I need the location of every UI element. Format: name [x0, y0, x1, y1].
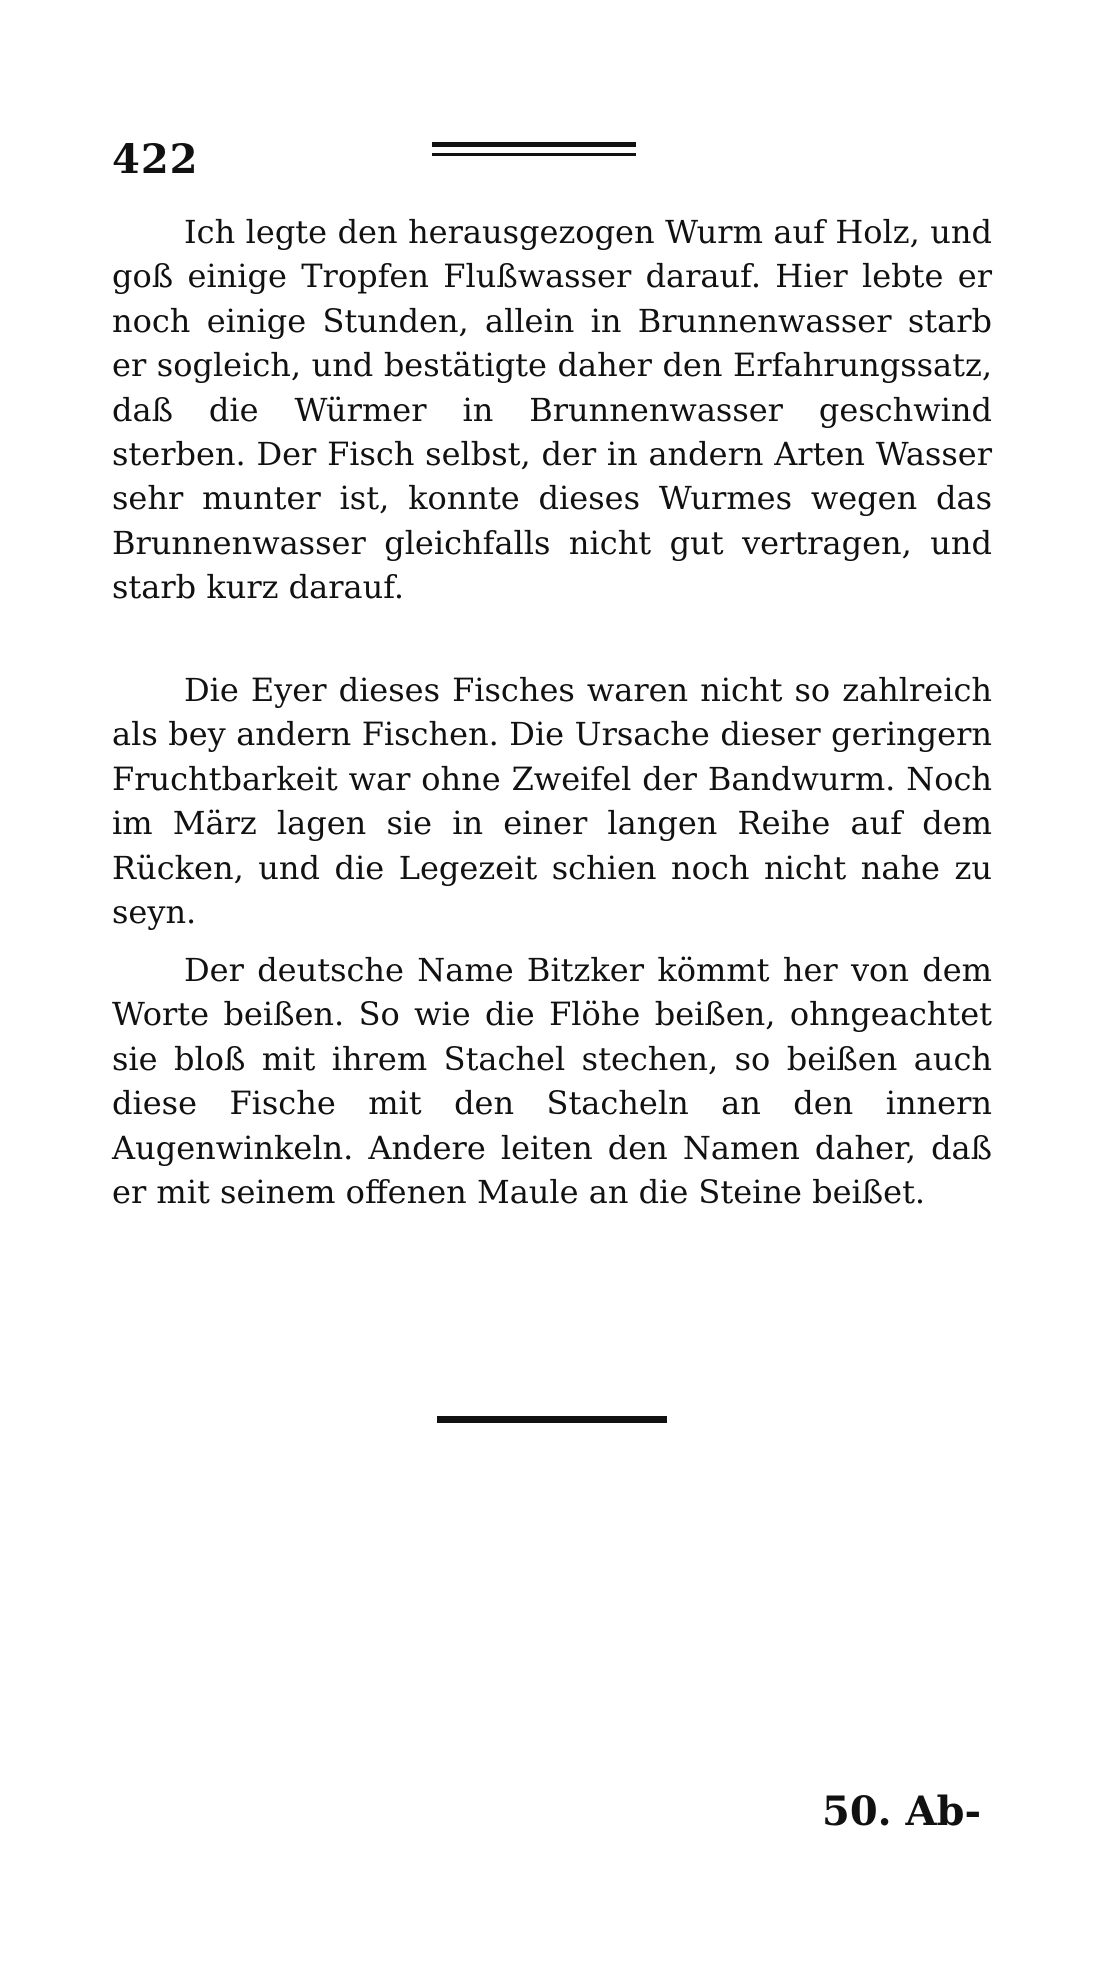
paragraph-worm-experiment: Ich legte den herausgezogen Wurm auf Holz, und goß einige Tropfen Flußwasser darauf. Hier lebte er noch einige Stunden, allein in Brunnenwasser starb er sogleich, und bestätigte daher den Erfahrungssatz, daß die Würmer in Brunnenwasser geschwind sterben. Der Fisch selbst, der in andern Arten Wasser sehr munter ist, konnte dieses Wurmes wegen das Brunnenwasser gleichfalls nicht gut vertragen, und starb kurz darauf.	[112, 213, 992, 607]
section-end-rule	[437, 1416, 667, 1423]
header-rule	[432, 142, 636, 156]
paragraph-eggs: Die Eyer dieses Fisches waren nicht so zahlreich als bey andern Fischen. Die Ursache dieser geringern Fruchtbarkeit war ohne Zweifel der Bandwurm. Noch im März lagen sie in einer langen Reihe auf dem Rücken, und die Legezeit schien noch nicht nahe zu seyn.	[112, 671, 992, 932]
catchword: 50. Ab-	[822, 1788, 982, 1835]
page-number: 422	[112, 136, 199, 183]
paragraph-name-origin: Der deutsche Name Bitzker kömmt her von dem Worte beißen. So wie die Flöhe beißen, ohngeachtet sie bloß mit ihrem Stachel stechen, so beißen auch diese Fische mit den Stacheln an den innern Augenwinkeln. Andere leiten den Namen daher, daß er mit seinem offenen Maule an die Steine beißet.	[112, 951, 992, 1212]
